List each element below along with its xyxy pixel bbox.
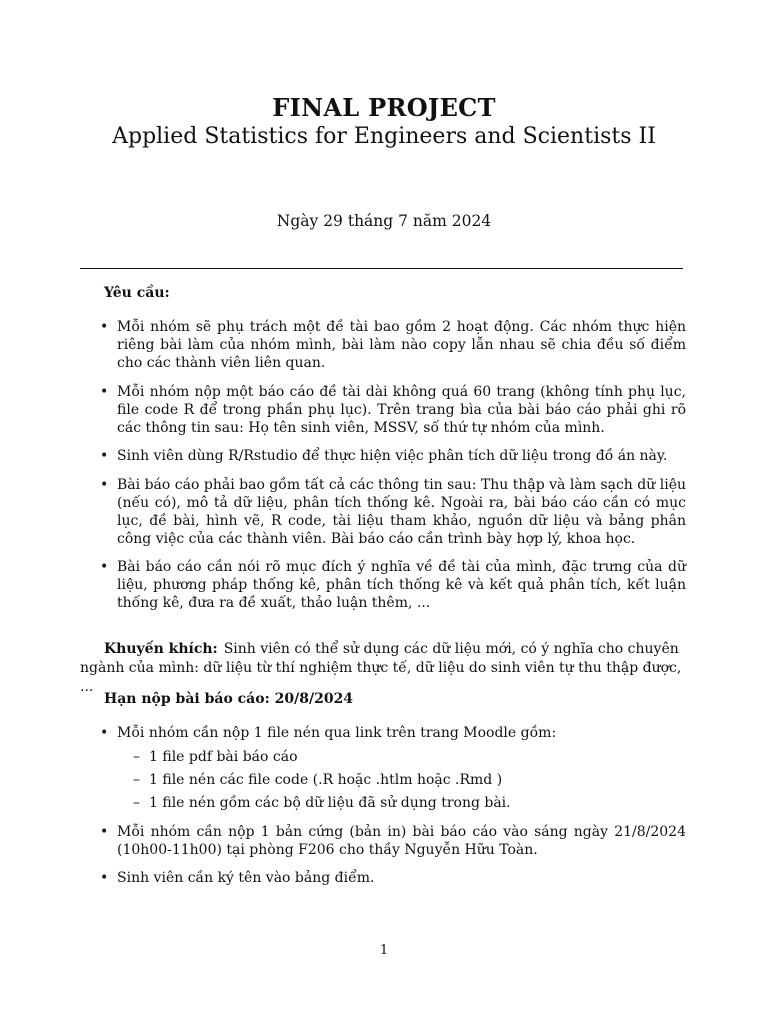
bullet-icon: •	[100, 823, 109, 840]
encouragement-label: Khuyến khích:	[104, 641, 218, 657]
document-date: Ngày 29 tháng 7 năm 2024	[276, 212, 492, 230]
deadline-heading: Hạn nộp bài báo cáo: 20/8/2024	[104, 691, 354, 707]
sublist-item	[133, 771, 686, 789]
requirements-heading: Yêu cầu:	[104, 285, 170, 301]
list-item	[100, 558, 686, 612]
deadline-list	[100, 724, 686, 898]
dash-icon: –	[133, 772, 140, 788]
list-item-text: Sinh viên dùng R/Rstudio để thực hiện việc phân tích dữ liệu trong đồ án này.	[117, 448, 668, 464]
dash-icon: –	[133, 749, 140, 765]
list-item	[100, 383, 686, 437]
document-title: FINAL PROJECT	[272, 93, 496, 122]
list-item	[100, 869, 686, 887]
list-item	[100, 447, 686, 465]
bullet-icon: •	[100, 448, 109, 464]
document-subtitle: Applied Statistics for Engineers and Scientists II	[112, 124, 656, 149]
sublist-item-text: 1 file nén gồm các bộ dữ liệu đã sử dụng trong bài.	[149, 795, 511, 811]
bullet-icon: •	[100, 725, 109, 741]
page-number: 1	[379, 943, 389, 958]
list-item-text: Bài báo cáo phải bao gồm tất cả các thông tin sau: Thu thập và làm sạch dữ liệu (nếu có), mô tả dữ liệu, phân tích thống kê. Ngoài ra, bài báo cáo cần có mục lục, đề bài, hình vẽ, R code, tài liệu tham khảo, nguồn dữ liệu và bảng phân công việc của các thành viên. Bài báo cáo cần trình bày hợp lý, khoa học.	[117, 476, 686, 547]
submission-files-list	[117, 748, 686, 812]
list-item	[100, 476, 686, 548]
bullet-icon: •	[100, 476, 109, 493]
bullet-icon: •	[100, 559, 109, 575]
sublist-item	[133, 794, 686, 812]
list-item	[100, 724, 686, 812]
list-item-text: Mỗi nhóm nộp một báo cáo đề tài dài không quá 60 trang (không tính phụ lục, file code R để trong phần phụ lục). Trên trang bìa của bài báo cáo phải ghi rõ các thông tin sau: Họ tên sinh viên, MSSV, số thứ tự nhóm của mình.	[117, 383, 686, 436]
requirements-list	[100, 318, 686, 623]
sublist-item-text: 1 file pdf bài báo cáo	[149, 749, 298, 765]
horizontal-rule	[80, 268, 683, 269]
sublist-item-text: 1 file nén các file code (.R hoặc .htlm hoặc .Rmd )	[149, 772, 503, 788]
bullet-icon: •	[100, 870, 109, 886]
list-item-text: Mỗi nhóm cần nộp 1 file nén qua link trên trang Moodle gồm:	[117, 725, 557, 741]
list-item-text: Mỗi nhóm cần nộp 1 bản cứng (bản in) bài báo cáo vào sáng ngày 21/8/2024 (10h00-11h00) tại phòng F206 cho thầy Nguyễn Hữu Toàn.	[117, 823, 686, 858]
bullet-icon: •	[100, 383, 109, 400]
encouragement-paragraph	[80, 640, 686, 697]
list-item	[100, 318, 686, 372]
list-item-text: Mỗi nhóm sẽ phụ trách một đề tài bao gồm 2 hoạt động. Các nhóm thực hiện riêng bài làm của nhóm mình, bài làm nào copy lẫn nhau sẽ chia đều số điểm cho các thành viên liên quan.	[117, 319, 686, 371]
list-item-text: Bài báo cáo cần nói rõ mục đích ý nghĩa về đề tài của mình, đặc trưng của dữ liệu, phương pháp thống kê, phân tích thống kê và kết quả phân tích, kết luận thống kê, đưa ra đề xuất, thảo luận thêm, ...	[117, 559, 686, 611]
bullet-icon: •	[100, 319, 109, 335]
dash-icon: –	[133, 795, 140, 811]
list-item-text: Sinh viên cần ký tên vào bảng điểm.	[117, 870, 375, 886]
list-item	[100, 823, 686, 859]
encouragement-text: Sinh viên có thể sử dụng các dữ liệu mới, có ý nghĩa cho chuyên ngành của mình: dữ liệu từ thí nghiệm thực tế, dữ liệu do sinh viên tự thu thập được, ...	[80, 641, 682, 695]
sublist-item	[133, 748, 686, 766]
